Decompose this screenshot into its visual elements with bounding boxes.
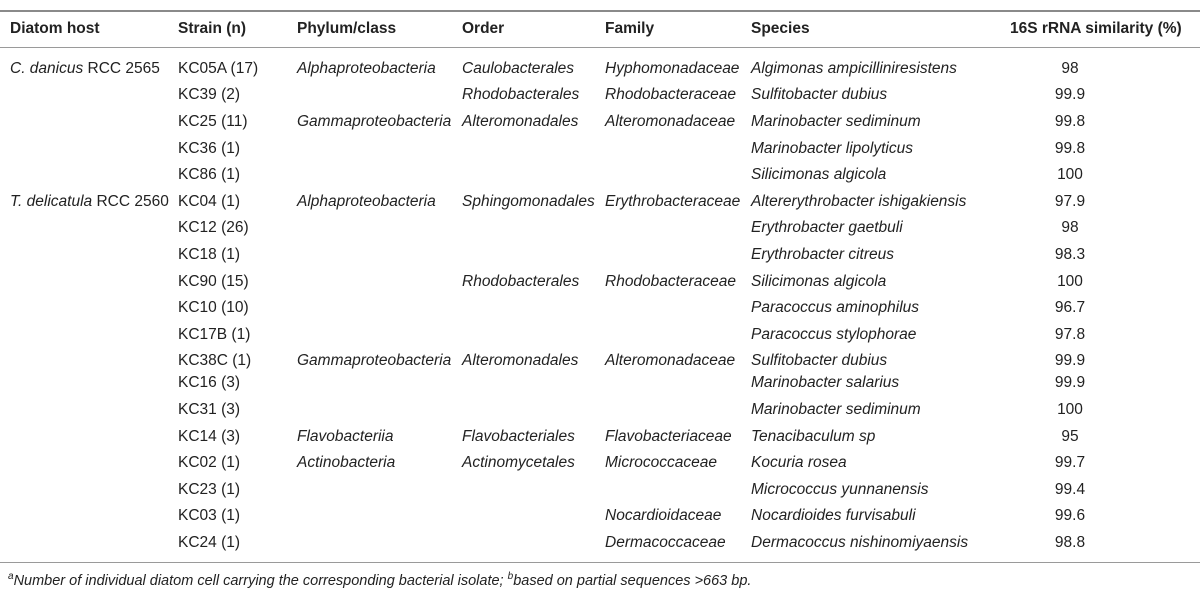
cell-species: Paracoccus stylophorae (751, 326, 917, 343)
cell-order: Alteromonadales (462, 352, 579, 369)
cell-strain: KC31 (3) (178, 401, 241, 418)
cell-order: Actinomycetales (462, 454, 575, 471)
cell-strain: KC10 (10) (178, 299, 249, 316)
cell-similarity: 98.8 (1054, 534, 1086, 551)
cell-strain: KC17B (1) (178, 326, 251, 343)
cell-strain: KC86 (1) (178, 166, 241, 183)
cell-similarity: 99.7 (1054, 454, 1086, 471)
cell-family: Micrococcaceae (605, 454, 717, 471)
cell-species: Algimonas ampicilliniresistens (751, 60, 957, 77)
cell-species: Sulfitobacter dubius (751, 86, 888, 103)
header-rule (0, 47, 1200, 48)
cell-species: Paracoccus aminophilus (751, 299, 920, 316)
cell-similarity: 99.4 (1054, 481, 1086, 498)
cell-species: Altererythrobacter ishigakiensis (751, 193, 967, 210)
cell-strain: KC36 (1) (178, 140, 241, 157)
header-species: Species (751, 20, 810, 37)
cell-phylum: Gammaproteobacteria (297, 352, 452, 369)
cell-species: Erythrobacter gaetbuli (751, 219, 903, 236)
header-phylum: Phylum/class (297, 20, 397, 37)
cell-species: Nocardioides furvisabuli (751, 507, 916, 524)
header-family: Family (605, 20, 655, 37)
cell-family: Rhodobacteraceae (605, 273, 736, 290)
cell-species: Marinobacter sediminum (751, 401, 921, 418)
cell-phylum: Alphaproteobacteria (297, 60, 436, 77)
footnote-b-text: based on partial sequences >663 bp. (513, 573, 752, 589)
cell-phylum: Alphaproteobacteria (297, 193, 436, 210)
cell-order: Caulobacterales (462, 60, 575, 77)
cell-host (10, 60, 160, 78)
footnote-a-mark: a (8, 571, 14, 582)
cell-strain: KC03 (1) (178, 507, 241, 524)
host-genus: C. danicus (10, 60, 84, 77)
cell-order: Flavobacteriales (462, 428, 575, 445)
cell-strain: KC25 (11) (178, 113, 248, 130)
cell-strain: KC39 (2) (178, 86, 241, 103)
cell-strain: KC04 (1) (178, 193, 241, 210)
cell-order: Alteromonadales (462, 113, 579, 130)
cell-host (10, 193, 169, 211)
cell-similarity: 100 (1057, 166, 1083, 183)
cell-family: Alteromonadaceae (605, 113, 736, 130)
cell-phylum: Flavobacteriia (297, 428, 394, 445)
cell-similarity: 96.7 (1054, 299, 1086, 316)
cell-species: Kocuria rosea (751, 454, 847, 471)
cell-phylum: Gammaproteobacteria (297, 113, 452, 130)
cell-family: Alteromonadaceae (605, 352, 736, 369)
cell-order: Rhodobacterales (462, 86, 580, 103)
cell-strain: KC14 (3) (178, 428, 241, 445)
cell-order: Rhodobacterales (462, 273, 580, 290)
cell-species: Silicimonas algicola (751, 273, 887, 290)
header-similarity: 16S rRNA similarity (%) (1010, 20, 1182, 37)
footnote-b-mark: b (507, 571, 514, 582)
host-genus: T. delicatula (10, 193, 93, 210)
cell-strain: KC38C (1) (178, 352, 252, 369)
header-host: Diatom host (10, 20, 100, 37)
footnote-a-text: Number of individual diatom cell carrying the corresponding bacterial isolate; (13, 573, 508, 589)
cell-strain: KC18 (1) (178, 246, 241, 263)
cell-species: Micrococcus yunnanensis (751, 481, 929, 498)
cell-species: Sulfitobacter dubius (751, 352, 888, 369)
cell-similarity: 97.8 (1054, 326, 1086, 343)
cell-similarity: 97.9 (1054, 193, 1086, 210)
cell-strain: KC12 (26) (178, 219, 249, 236)
cell-similarity: 98 (1061, 60, 1079, 77)
cell-species: Silicimonas algicola (751, 166, 887, 183)
cell-similarity: 99.8 (1054, 140, 1086, 157)
cell-similarity: 98.3 (1054, 246, 1086, 263)
table-footnote (8, 571, 751, 589)
cell-strain: KC24 (1) (178, 534, 241, 551)
host-strain-code: RCC 2560 (92, 193, 169, 210)
cell-species: Marinobacter salarius (751, 374, 900, 391)
cell-family: Flavobacteriaceae (605, 428, 732, 445)
top-rule (0, 10, 1200, 12)
cell-similarity: 99.9 (1054, 352, 1086, 369)
cell-strain: KC16 (3) (178, 374, 241, 391)
cell-similarity: 98 (1061, 219, 1079, 236)
cell-strain: KC23 (1) (178, 481, 241, 498)
cell-family: Erythrobacteraceae (605, 193, 741, 210)
cell-similarity: 99.9 (1054, 86, 1086, 103)
cell-species: Erythrobacter citreus (751, 246, 894, 263)
cell-similarity: 99.8 (1054, 113, 1086, 130)
cell-family: Dermacoccaceae (605, 534, 726, 551)
cell-strain: KC90 (15) (178, 273, 249, 290)
cell-species: Tenacibaculum sp (751, 428, 876, 445)
cell-strain: KC02 (1) (178, 454, 241, 471)
cell-similarity: 95 (1061, 428, 1079, 445)
cell-family: Nocardioidaceae (605, 507, 722, 524)
cell-strain: KC05A (17) (178, 60, 259, 77)
cell-species: Marinobacter lipolyticus (751, 140, 913, 157)
header-strain: Strain (n) (178, 20, 247, 37)
cell-phylum: Actinobacteria (297, 454, 396, 471)
cell-species: Dermacoccus nishinomiyaensis (751, 534, 969, 551)
bottom-rule (0, 562, 1200, 563)
cell-similarity: 100 (1057, 401, 1083, 418)
cell-family: Hyphomonadaceae (605, 60, 740, 77)
cell-species: Marinobacter sediminum (751, 113, 921, 130)
cell-similarity: 99.6 (1054, 507, 1086, 524)
cell-order: Sphingomonadales (462, 193, 595, 210)
cell-similarity: 99.9 (1054, 374, 1086, 391)
cell-similarity: 100 (1057, 273, 1083, 290)
host-strain-code: RCC 2565 (83, 60, 160, 77)
cell-family: Rhodobacteraceae (605, 86, 736, 103)
header-order: Order (462, 20, 505, 37)
